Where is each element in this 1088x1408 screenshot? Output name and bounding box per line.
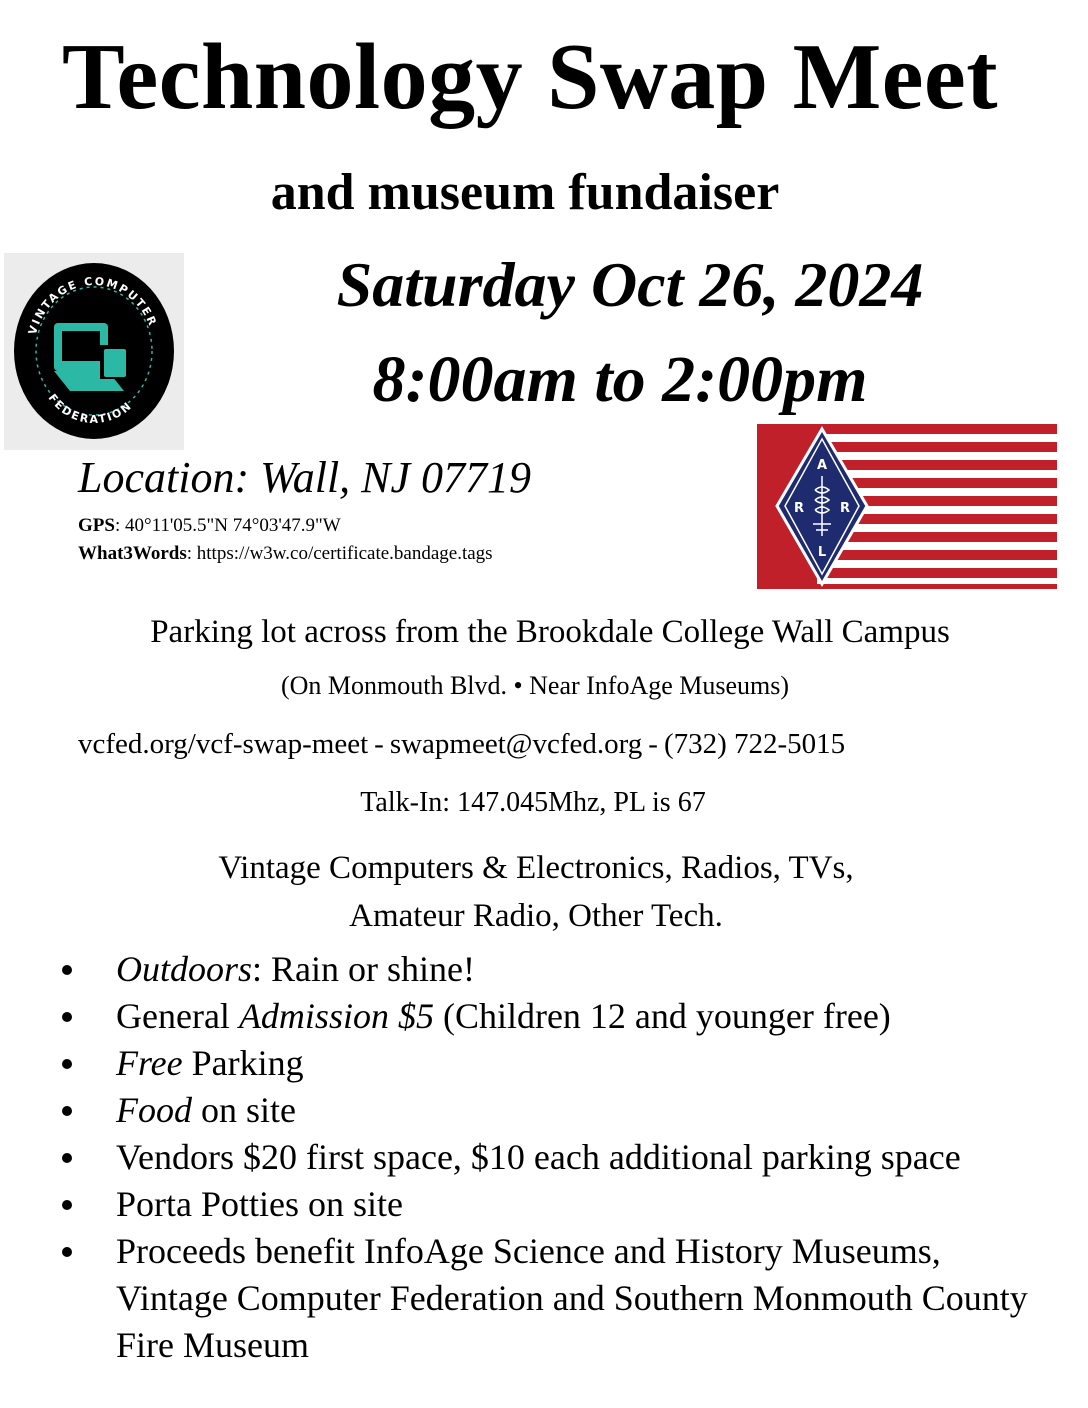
email-link[interactable]: swapmeet@vcfed.org — [389, 728, 643, 760]
bullet-dot-icon — [62, 1153, 72, 1163]
bullet-dot-icon — [62, 1247, 72, 1257]
contact-line — [78, 724, 845, 764]
event-subtitle: and museum fundaiser — [270, 164, 780, 221]
bullet-text: Proceeds benefit InfoAge Science and History Museums, Vintage Computer Federation and Southern Monmouth County Fire Museum — [116, 1231, 1028, 1365]
bullet-emphasis: Admission $5 — [238, 996, 434, 1036]
bullet-text: on site — [192, 1090, 296, 1130]
info-bullet-list — [62, 946, 1052, 1369]
website-link[interactable]: vcfed.org/vcf-swap-meet — [78, 728, 369, 760]
bullet-emphasis: Free — [116, 1043, 183, 1083]
bullet-text: (Children 12 and younger free) — [433, 996, 891, 1036]
vcf-logo-top-text: VINTAGE COMPUTER — [25, 274, 160, 337]
categories-line-2: Amateur Radio, Other Tech. — [349, 898, 723, 934]
gps-label: GPS — [78, 515, 115, 536]
parking-info: Parking lot across from the Brookdale College Wall Campus — [150, 614, 950, 650]
bullet-dot-icon — [62, 1059, 72, 1069]
talk-in-frequency: Talk-In: 147.045Mhz, PL is 67 — [360, 787, 706, 818]
phone-number[interactable]: (732) 722-5015 — [663, 728, 846, 760]
event-time: 8:00am to 2:00pm — [372, 343, 868, 416]
bullet-item — [62, 1134, 1052, 1181]
bullet-dot-icon — [62, 1200, 72, 1210]
bullet-text: Parking — [182, 1043, 304, 1083]
vcf-logo-bottom-text: FEDERATION — [45, 391, 135, 427]
gps-line — [78, 514, 341, 538]
bullet-item — [62, 993, 1052, 1040]
arrl-letter-l: L — [817, 545, 827, 560]
arrl-letter-r2: R — [839, 501, 851, 516]
location-text: Location: Wall, NJ 07719 — [78, 453, 532, 502]
event-title: Technology Swap Meet — [61, 25, 999, 129]
bullet-text: : Rain or shine! — [252, 949, 475, 989]
what3words-line — [78, 542, 493, 566]
bullet-item — [62, 1040, 1052, 1087]
bullet-item — [62, 1181, 1052, 1228]
bullet-dot-icon — [62, 1012, 72, 1022]
arrl-letter-a: A — [816, 458, 828, 473]
separator: - — [374, 728, 384, 760]
arrl-letter-r1: R — [793, 501, 805, 516]
gps-value: : 40°11'05.5"N 74°03'47.9"W — [114, 515, 341, 536]
bullet-text: Porta Potties on site — [116, 1184, 403, 1224]
bullet-text: General — [116, 996, 239, 1036]
bullet-dot-icon — [62, 965, 72, 975]
monmouth-info: (On Monmouth Blvd. • Near InfoAge Museums) — [280, 671, 790, 700]
event-date: Saturday Oct 26, 2024 — [336, 249, 924, 320]
bullet-text: Vendors $20 first space, $10 each additional parking space — [116, 1137, 961, 1177]
vcf-logo — [4, 253, 184, 450]
bullet-item — [62, 1087, 1052, 1134]
bullet-dot-icon — [62, 1106, 72, 1116]
what3words-label: What3Words — [78, 543, 187, 564]
categories-line-1: Vintage Computers & Electronics, Radios, TVs, — [218, 850, 854, 886]
bullet-item — [62, 946, 1052, 993]
what3words-link[interactable]: : https://w3w.co/certificate.bandage.tags — [186, 543, 493, 564]
arrl-logo — [757, 424, 1057, 589]
separator: - — [648, 728, 658, 760]
bullet-emphasis: Food — [116, 1090, 192, 1130]
bullet-emphasis: Outdoors — [116, 949, 253, 989]
bullet-item — [62, 1228, 1052, 1369]
